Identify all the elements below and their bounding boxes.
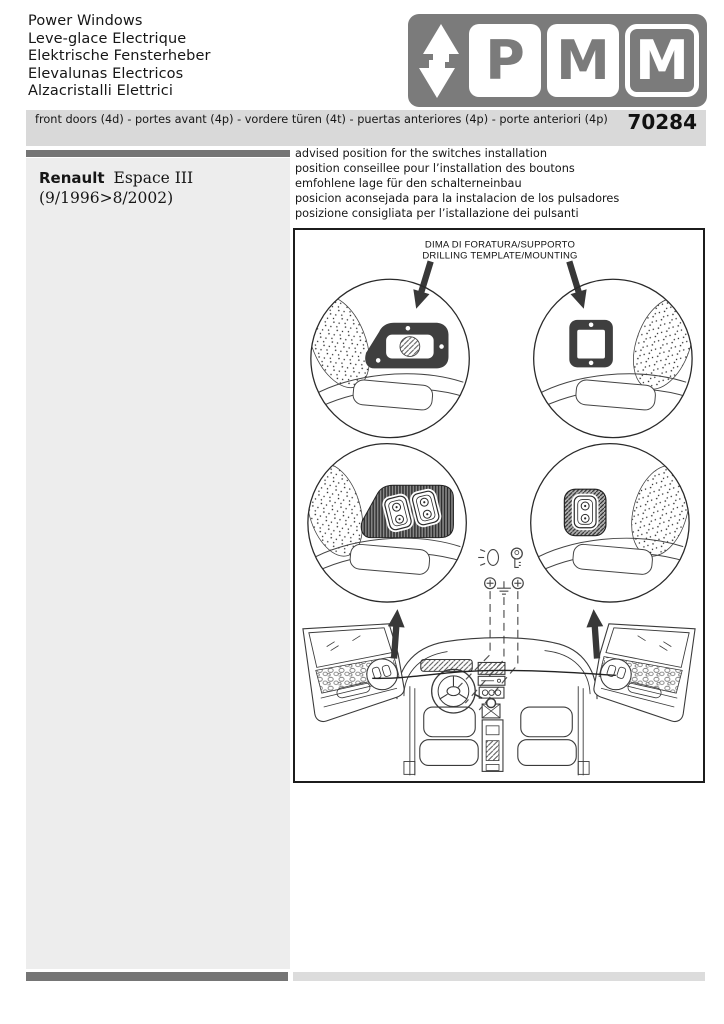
wiring-dashed-lines (451, 591, 517, 710)
hardware-icons (478, 548, 523, 594)
logo-letter: M (635, 28, 689, 92)
advisory-fr: position conseillee pour l’installation des boutons (295, 162, 575, 175)
logo-letter-box-m1 (547, 24, 619, 97)
installation-diagram (293, 228, 705, 783)
advisory-de: emfohlene lage für den schalterneinbau (295, 177, 522, 190)
advisory-it: posizione consigliata per l’istallazione dei pulsanti (295, 207, 579, 220)
detail-circle-template-passenger (534, 279, 703, 437)
diagram-caption-line2: DRILLING TEMPLATE/MOUNTING (422, 250, 578, 262)
left-column-top-rule (26, 150, 290, 157)
logo-letter-box-m2 (625, 24, 699, 97)
application-bar (26, 110, 706, 146)
title-en: Power Windows (28, 13, 143, 29)
switch-location-circle (367, 659, 398, 690)
window-switch-icon (411, 490, 440, 526)
vehicle-panel (26, 158, 290, 969)
detail-circle-template-driver (296, 279, 470, 437)
phillips-screw-icon (485, 578, 496, 589)
light-bulb-icon (478, 550, 498, 566)
up-down-arrows-icon (415, 22, 463, 100)
center-console (478, 662, 505, 771)
left-front-door (303, 624, 404, 722)
key-icon (511, 548, 522, 567)
caption-arrow-right-icon (561, 259, 592, 311)
detail-circle-switch-passenger (531, 444, 699, 602)
logo-letter: P (485, 28, 525, 92)
title-fr: Leve-glace Electrique (28, 30, 187, 47)
advisory-block (295, 146, 707, 221)
vehicle-model: Espace III (113, 169, 194, 187)
vehicle-make: Renault (39, 169, 105, 187)
diagram-drawing (295, 230, 703, 781)
application-text: front doors (4d) - portes avant (4p) - vordere türen (4t) - puertas anteriores (4p) - porte anteriori (4p) (35, 113, 608, 126)
phillips-screw-icon (512, 578, 523, 589)
title-es: Elevalunas Electricos (28, 65, 184, 82)
pmm-logo (408, 14, 707, 107)
window-switch-icon (574, 496, 596, 528)
right-front-door (594, 624, 695, 722)
logo-letter: M (556, 28, 610, 92)
detail-circle-switches-driver (297, 444, 467, 602)
advisory-es: posicion aconsejada para la instalacion de los pulsadores (295, 192, 620, 205)
vehicle-years: (9/1996>8/2002) (39, 189, 174, 207)
diagram-caption-line1: DIMA DI FORATURA/SUPPORTO (424, 239, 576, 251)
window-switch-icon (384, 495, 413, 531)
car-interior-drawing (397, 638, 597, 776)
part-number: 70284 (627, 110, 697, 134)
vehicle-name (39, 169, 277, 187)
title-it: Alzacristalli Elettrici (28, 83, 173, 99)
ground-symbol-icon (497, 581, 511, 594)
logo-letter-box-p (469, 24, 541, 97)
gear-shifter-knob (487, 699, 496, 708)
product-title-block (28, 13, 211, 101)
advisory-en: advised position for the switches installation (295, 147, 547, 160)
body-frame (404, 686, 589, 775)
caption-arrow-left-icon (408, 259, 439, 311)
footer-rule-right (293, 972, 705, 981)
steering-wheel (432, 669, 483, 713)
footer-rule-left (26, 972, 288, 981)
title-de: Elektrische Fensterheber (28, 48, 211, 64)
